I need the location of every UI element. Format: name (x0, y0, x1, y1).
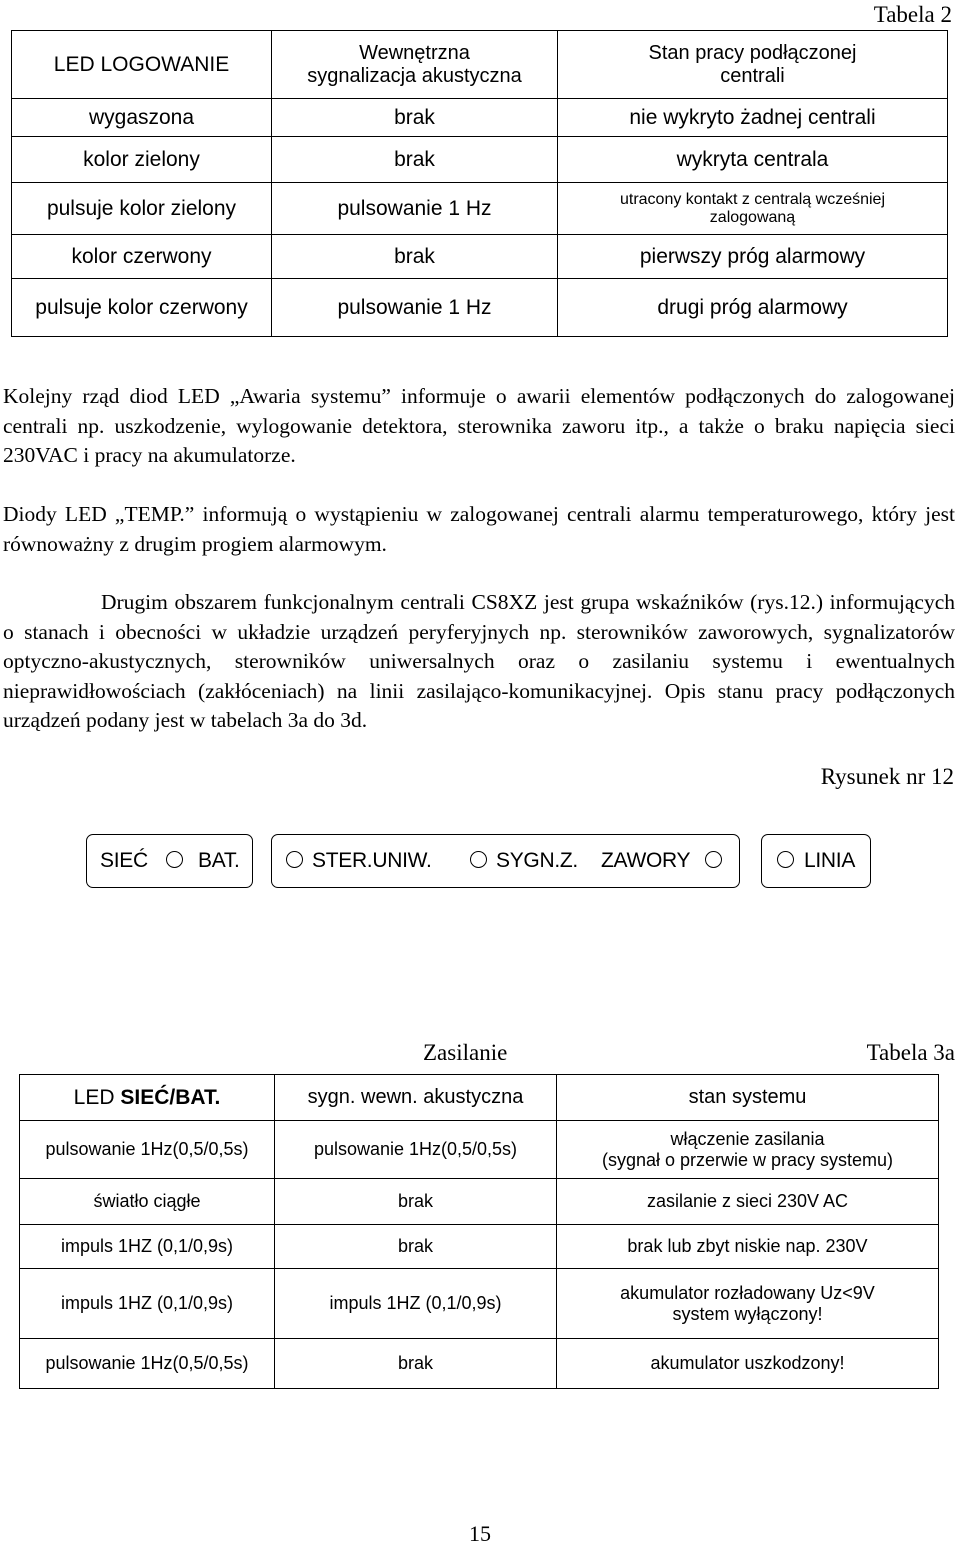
table-header-row (20, 1075, 939, 1121)
label-siec: SIEĆ (100, 849, 148, 872)
led-circle-icon (166, 851, 183, 868)
table-cell: pulsowanie 1Hz(0,5/0,5s) (20, 1121, 275, 1179)
table-cell: brak (272, 235, 558, 279)
label-zawory: ZAWORY (601, 849, 691, 872)
led-panel-devices (271, 834, 740, 888)
table-row (12, 183, 948, 235)
label-ster-uniw: STER.UNIW. (312, 849, 432, 872)
table-row (12, 235, 948, 279)
led-circle-icon (470, 851, 487, 868)
table-cell: impuls 1HZ (0,1/0,9s) (20, 1225, 275, 1269)
table-row (20, 1269, 939, 1339)
table2-caption: Tabela 2 (873, 2, 952, 27)
table3a-title: Zasilanie (423, 1040, 508, 1065)
paragraph-awaria: Kolejny rząd diod LED „Awaria systemu” informuje o awarii elementów podłączonych do zalogowanej centrali np. uszkodzenie, wylogowanie detektora, sterownika zaworu itp., a także o braku napięcia sieci 230VAC i pracy na akumulatorze. (3, 384, 955, 467)
led-panel-line (761, 834, 871, 888)
table-header-cell: Stan pracy podłączonej centrali (558, 31, 948, 99)
table-header-row (12, 31, 948, 99)
table-cell: pulsowanie 1 Hz (272, 279, 558, 337)
table-cell: brak (275, 1339, 557, 1389)
table-cell: drugi próg alarmowy (558, 279, 948, 337)
table-cell: pulsowanie 1Hz(0,5/0,5s) (275, 1121, 557, 1179)
paragraph-indicators: Drugim obszarem funkcjonalnym centrali CS8XZ jest grupa wskaźników (rys.12.) informujących o stanach i obecności w układzie urządzeń peryferyjnych np. sterowników zaworowych, sygnalizatorów optyczno-akustycznych, sterowników uniwersalnych oraz o zasilaniu systemu i ewentualnych nieprawidłowościach (zakłóceniach) na linii zasilająco-komunikacyjnej. Opis stanu pracy podłączonych urządzeń podany jest w tabelach 3a do 3d. (3, 590, 955, 732)
table-cell: utracony kontakt z centralą wcześniej zalogowaną (558, 183, 948, 235)
table-cell: impuls 1HZ (0,1/0,9s) (275, 1269, 557, 1339)
table-cell: pulsowanie 1 Hz (272, 183, 558, 235)
table-cell: kolor czerwony (12, 235, 272, 279)
table-row (12, 99, 948, 137)
table-cell: impuls 1HZ (0,1/0,9s) (20, 1269, 275, 1339)
table-cell: zasilanie z sieci 230V AC (557, 1179, 939, 1225)
header-led-text: LED (73, 1085, 121, 1109)
table-cell: pulsuje kolor zielony (12, 183, 272, 235)
figure-caption: Rysunek nr 12 (820, 764, 954, 789)
label-bat: BAT. (198, 849, 240, 872)
table-cell: nie wykryto żadnej centrali (558, 99, 948, 137)
table-cell: wygaszona (12, 99, 272, 137)
table-row (20, 1339, 939, 1389)
led-circle-icon (777, 851, 794, 868)
table-cell: brak (275, 1179, 557, 1225)
page-number: 15 (469, 1521, 491, 1546)
table-cell: brak (272, 99, 558, 137)
table2 (11, 30, 948, 337)
table-cell: brak lub zbyt niskie nap. 230V (557, 1225, 939, 1269)
table-cell: kolor zielony (12, 137, 272, 183)
led-panel-power (86, 834, 253, 888)
table-cell: pulsuje kolor czerwony (12, 279, 272, 337)
header-led-bold: SIEĆ/BAT. (120, 1085, 221, 1109)
table-cell: włączenie zasilania (sygnał o przerwie w pracy systemu) (557, 1121, 939, 1179)
table-header-cell: Wewnętrzna sygnalizacja akustyczna (272, 31, 558, 99)
table-row (12, 279, 948, 337)
led-circle-icon (286, 851, 303, 868)
table-cell: akumulator uszkodzony! (557, 1339, 939, 1389)
table-cell: brak (275, 1225, 557, 1269)
table-cell: wykryta centrala (558, 137, 948, 183)
table-row (12, 137, 948, 183)
table-cell: akumulator rozładowany Uz<9V system wyłączony! (557, 1269, 939, 1339)
table-cell: brak (272, 137, 558, 183)
table-cell: pierwszy próg alarmowy (558, 235, 948, 279)
label-linia: LINIA (804, 849, 856, 872)
label-sygn-z: SYGN.Z. (496, 849, 578, 872)
table-cell: światło ciągłe (20, 1179, 275, 1225)
table-row (20, 1121, 939, 1179)
table-row (20, 1225, 939, 1269)
table-header-cell (20, 1075, 275, 1121)
table-header-cell: LED LOGOWANIE (12, 31, 272, 99)
table3a-caption: Tabela 3a (866, 1040, 955, 1065)
table-cell: pulsowanie 1Hz(0,5/0,5s) (20, 1339, 275, 1389)
table-header-cell: stan systemu (557, 1075, 939, 1121)
table-header-cell: sygn. wewn. akustyczna (275, 1075, 557, 1121)
table-row (20, 1179, 939, 1225)
led-circle-icon (705, 851, 722, 868)
paragraph-temp: Diody LED „TEMP.” informują o wystąpieniu w zalogowanej centrali alarmu temperaturowego, który jest równoważny z drugim progiem alarmowym. (3, 502, 955, 556)
table3a (19, 1074, 939, 1389)
